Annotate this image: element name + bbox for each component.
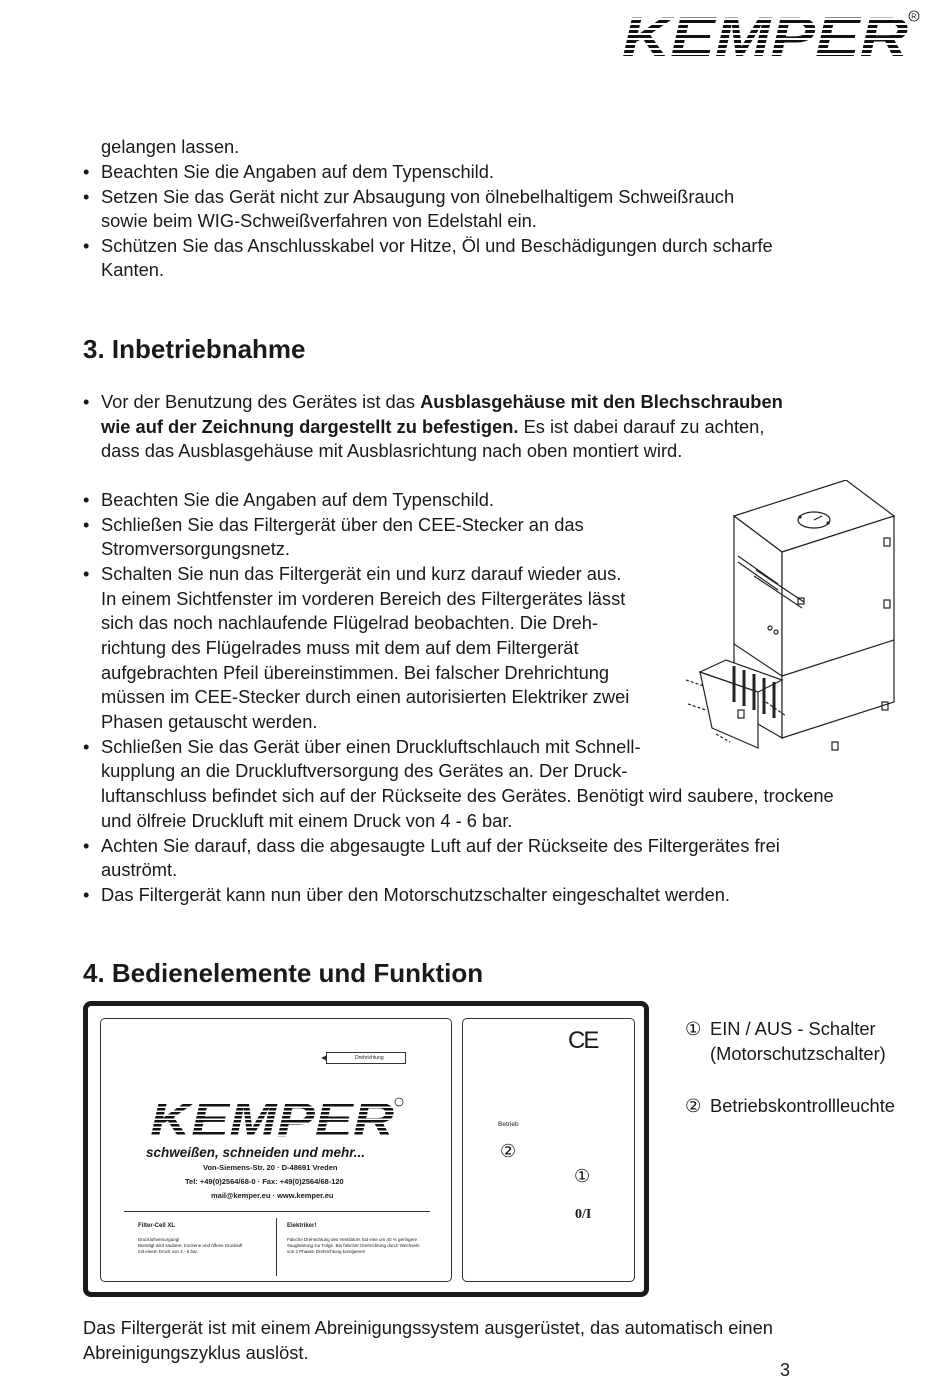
bullet: • (83, 736, 90, 757)
panel-divider (124, 1211, 430, 1212)
svg-text:R: R (911, 13, 917, 21)
intro-line: Kanten. (101, 259, 165, 280)
paragraph-line: auströmt. (101, 859, 178, 880)
main-switch-label: 0/I (575, 1207, 592, 1222)
panel-web: mail@kemper.eu · www.kemper.eu (211, 1191, 334, 1200)
paragraph-line: aufgebrachten Pfeil übereinstimmen. Bei falscher Drehrichtung (101, 662, 610, 683)
paragraph-line: Schließen Sie das Filtergerät über den CEE-Stecker an das (101, 514, 584, 535)
page-number: 3 (780, 1360, 791, 1380)
legend-text: Betriebskontrollleuchte (710, 1095, 895, 1116)
text-normal: Es ist dabei darauf zu achten, (518, 416, 765, 437)
betrieb-label: Betrieb (498, 1121, 519, 1128)
intro-line: Setzen Sie das Gerät nicht zur Absaugung von ölnebelhaltigem Schweißrauch (101, 186, 735, 207)
legend-text: EIN / AUS - Schalter (710, 1018, 876, 1039)
paragraph-line: Schließen Sie das Gerät über einen Druckluftschlauch mit Schnell- (101, 736, 641, 757)
panel-note-left-line: mit einem Druck von 4 - 6 bar. (138, 1249, 199, 1254)
paragraph-line: Beachten Sie die Angaben auf dem Typenschild. (101, 489, 494, 510)
panel-note-left-title: Druckluftversorgung! (138, 1237, 180, 1242)
paragraph-line: Schalten Sie nun das Filtergerät ein und kurz darauf wieder aus. (101, 563, 622, 584)
legend-text: (Motorschutzschalter) (710, 1043, 886, 1064)
panel-slogan: schweißen, schneiden und mehr... (146, 1145, 366, 1160)
text-normal: Vor der Benutzung des Gerätes ist das (101, 391, 421, 412)
switch-panel (462, 1018, 635, 1282)
paragraph-line: In einem Sichtfenster im vorderen Bereich des Filtergerätes lässt (101, 588, 626, 609)
panel-phone: Tel: +49(0)2564/68-0 · Fax: +49(0)2564/68-120 (185, 1177, 344, 1186)
text-bold: wie auf der Zeichnung dargestellt zu befestigen. (101, 416, 519, 437)
panel-logo-text: KEMPER (150, 1096, 395, 1140)
bullet: • (83, 489, 90, 510)
paragraph-line: Das Filtergerät kann nun über den Motorschutzschalter eingeschaltet werden. (101, 884, 731, 905)
paragraph-line: dass das Ausblasgehäuse mit Ausblasrichtung nach oben montiert wird. (101, 440, 683, 461)
bullet: • (83, 835, 90, 856)
rotation-arrow (326, 1052, 406, 1064)
panel-divider-vertical (276, 1218, 277, 1276)
legend-number: ① (685, 1018, 702, 1039)
panel-note-right-line: Falsche Drehrichtung des Ventilators hat eine um 40 % geringere (287, 1237, 418, 1242)
bullet: • (83, 884, 90, 905)
bullet: • (83, 391, 90, 412)
kemper-logo (622, 10, 922, 67)
paragraph-line: Stromversorgungsnetz. (101, 538, 290, 559)
paragraph-line (101, 415, 764, 440)
section-4-heading: 4. Bedienelemente und Funktion (83, 958, 484, 988)
main-switch-marker: ① (574, 1166, 591, 1186)
arrow-left-icon (321, 1055, 327, 1061)
intro-line: Beachten Sie die Angaben auf dem Typenschild. (101, 161, 494, 182)
bullet: • (83, 161, 90, 182)
paragraph-line (101, 390, 783, 415)
paragraph-line: Das Filtergerät ist mit einem Abreinigungssystem ausgerüstet, das automatisch einen (83, 1317, 773, 1338)
intro-line: gelangen lassen. (101, 136, 240, 157)
bullet: • (83, 514, 90, 535)
paragraph-line: Abreinigungszyklus auslöst. (83, 1342, 309, 1363)
indicator-lamp-marker: ② (500, 1141, 517, 1161)
panel-note-right-title: Elektriker! (287, 1223, 317, 1229)
paragraph-line: luftanschluss befindet sich auf der Rückseite des Gerätes. Benötigt wird saubere, trockene (101, 785, 834, 806)
logo-text: KEMPER (622, 10, 909, 62)
intro-line: sowie beim WIG-Schweißverfahren von Edelstahl ein. (101, 210, 537, 231)
panel-model: Filter-Cell XL (138, 1223, 176, 1229)
panel-note-left-line: Benötigt wird saubere, trockene und ölfreie Druckluft (138, 1243, 243, 1248)
paragraph-line: und ölfreie Druckluft mit einem Druck von 4 - 6 bar. (101, 810, 513, 831)
panel-note-right-line: Saugleistung zur Folge. Bei falscher Drehrichtung durch Wechseln (287, 1243, 420, 1248)
panel-kemper-logo (150, 1096, 406, 1145)
paragraph-line: müssen im CEE-Stecker durch einen autorisierten Elektriker zwei (101, 686, 630, 707)
paragraph-line: Phasen getauscht werden. (101, 711, 318, 732)
text-bold: Ausblasgehäuse mit den Blechschrauben (420, 391, 783, 412)
filter-device-illustration (686, 480, 906, 757)
panel-address: Von-Siemens-Str. 20 · D-48691 Vreden (203, 1163, 338, 1172)
paragraph-line: richtung des Flügelrades muss mit dem auf dem Filtergerät (101, 637, 579, 658)
paragraph-line: kupplung an die Druckluftversorgung des Gerätes an. Der Druck- (101, 760, 628, 781)
paragraph-line: Achten Sie darauf, dass die abgesaugte Luft auf der Rückseite des Filtergerätes frei (101, 835, 780, 856)
bullet: • (83, 563, 90, 584)
intro-line: Schützen Sie das Anschlusskabel vor Hitze, Öl und Beschädigungen durch scharfe (101, 235, 773, 256)
rotation-arrow-label: Drehrichtung (355, 1055, 384, 1061)
legend-number: ② (685, 1095, 702, 1116)
bullet: • (83, 186, 90, 207)
section-3-heading: 3. Inbetriebnahme (83, 334, 306, 364)
paragraph-line: sich das noch nachlaufende Flügelrad beobachten. Die Dreh- (101, 612, 598, 633)
kemper-logo-graphic (622, 10, 922, 62)
ce-mark-icon: CE (568, 1027, 598, 1054)
panel-note-right-line: von 2 Phasen Drehrichtung korrigieren! (287, 1249, 366, 1254)
bullet: • (83, 235, 90, 256)
